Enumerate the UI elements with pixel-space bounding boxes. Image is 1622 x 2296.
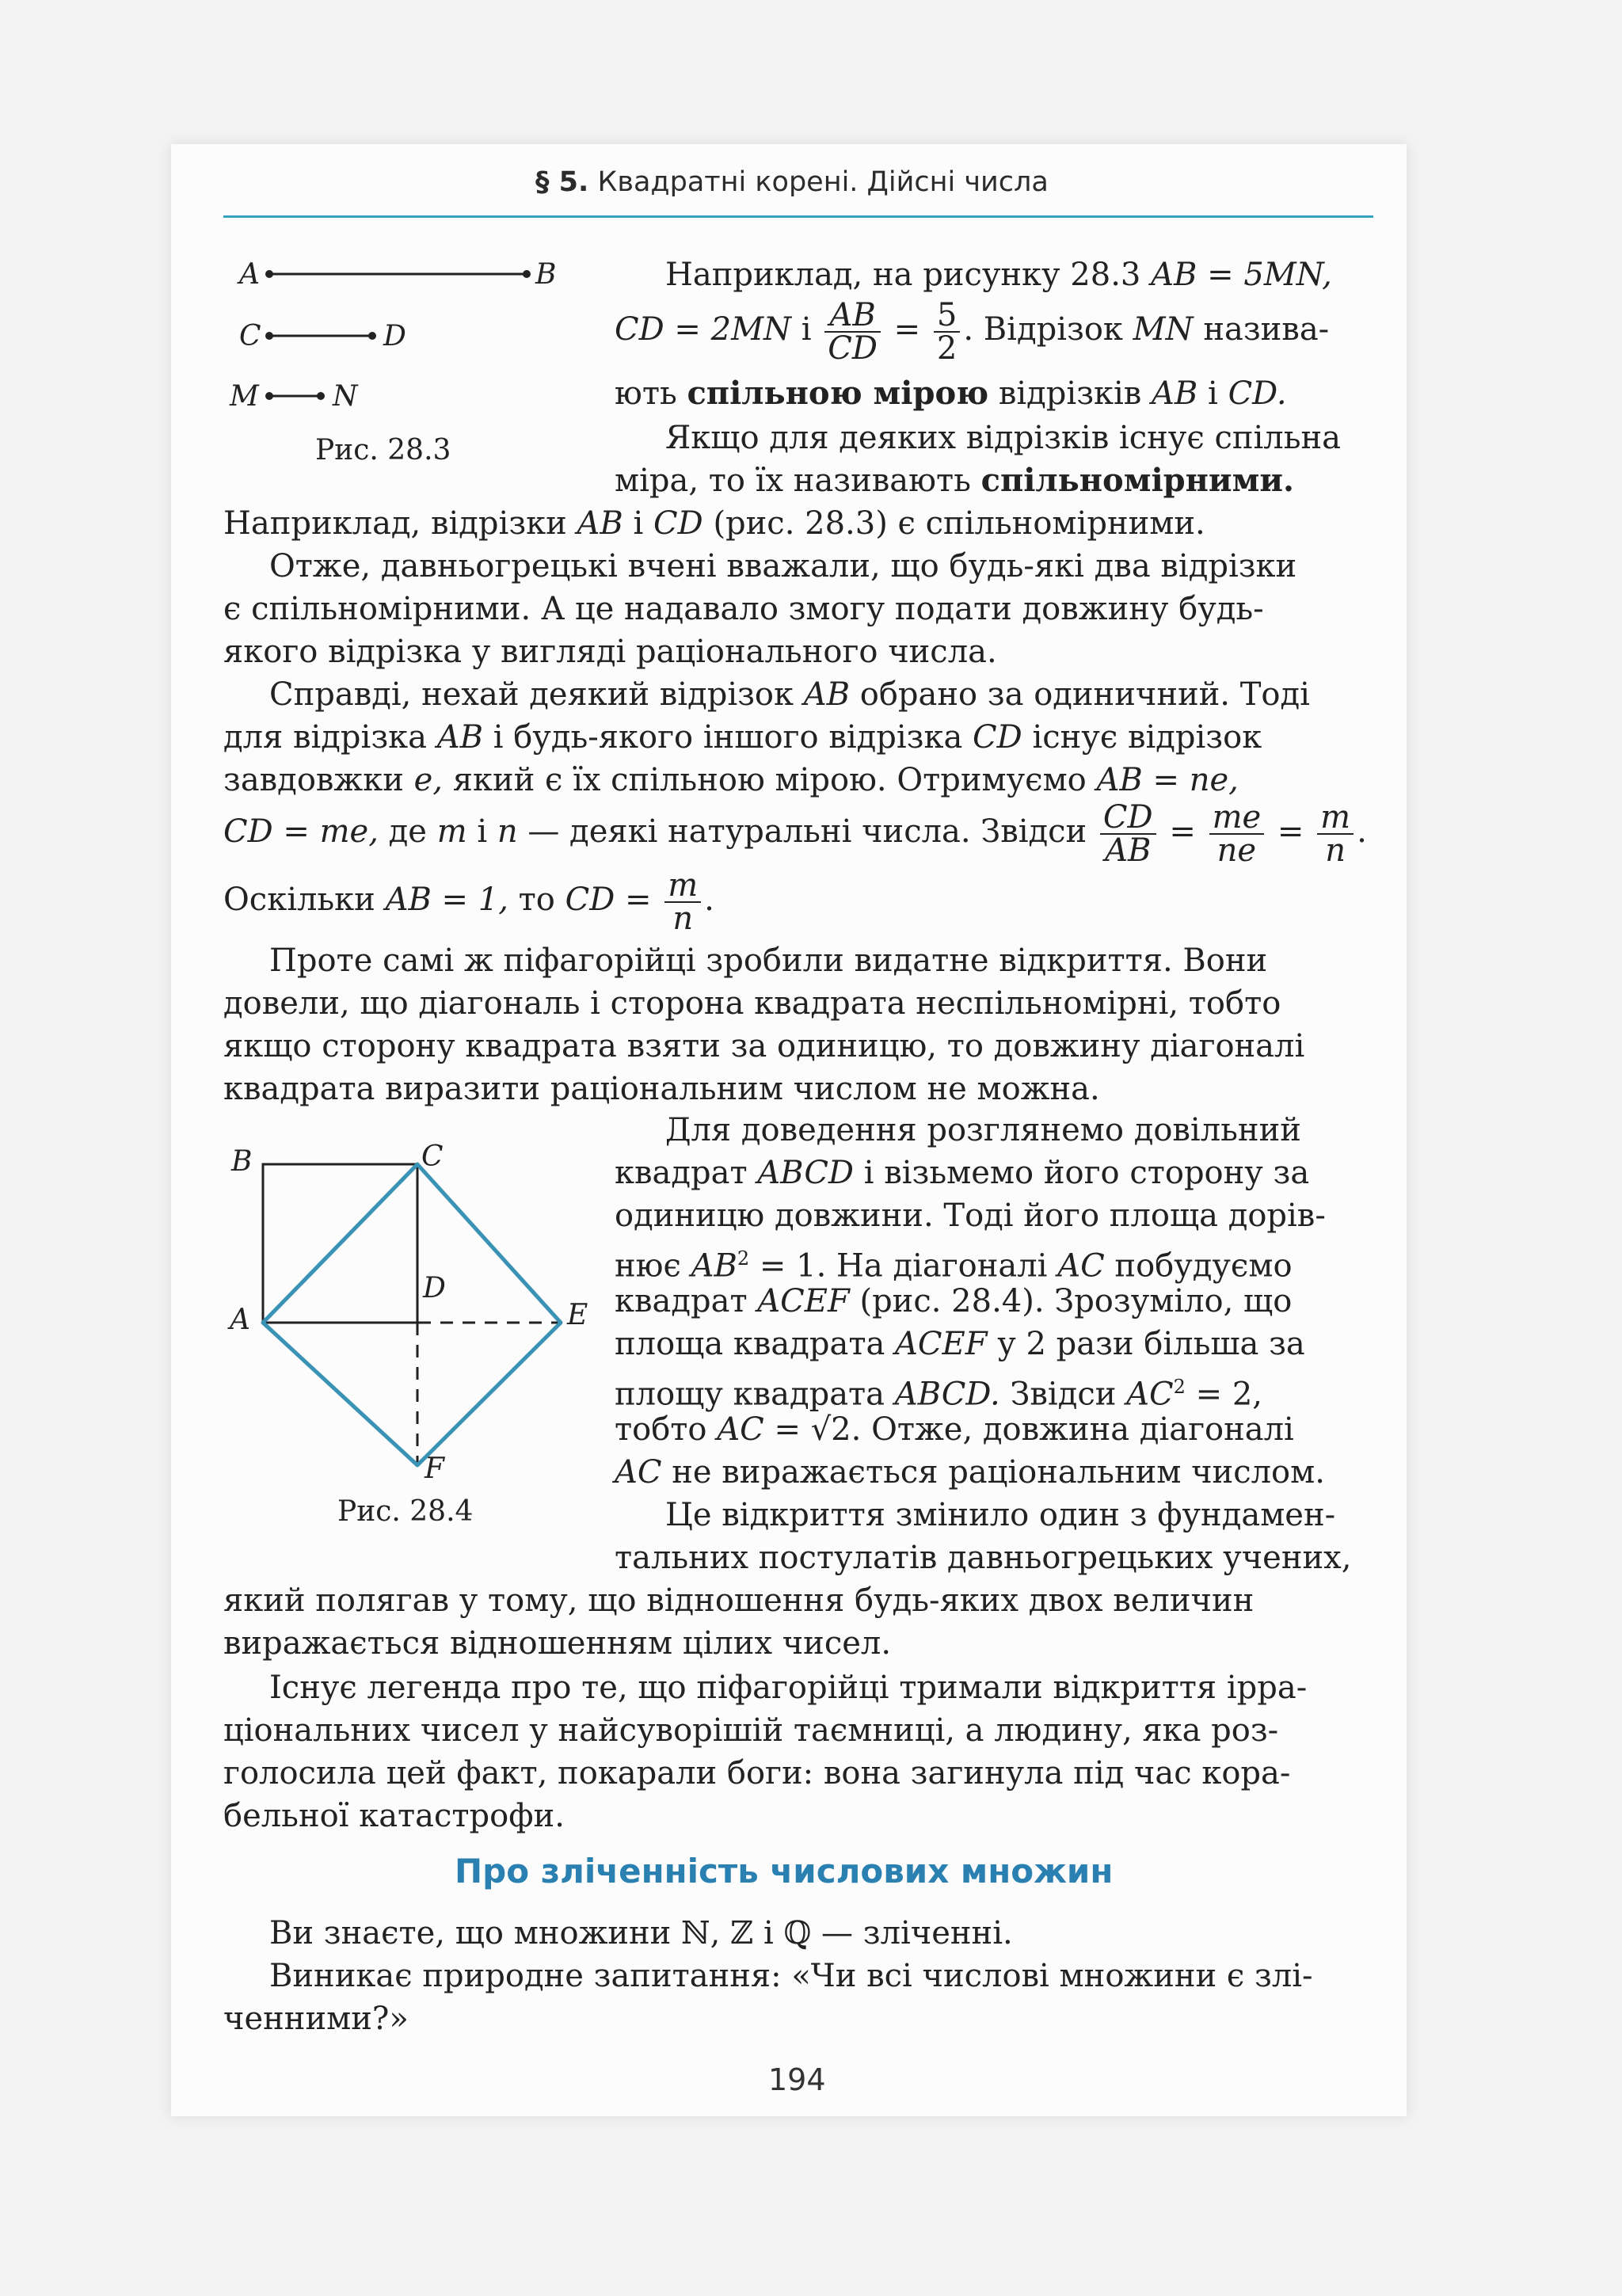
label-d: D <box>383 320 406 352</box>
para5-line9 <box>615 1451 1325 1494</box>
para6-line2: ціональних чисел у найсуворішій таємниці, а людину, яка роз- <box>223 1712 1279 1749</box>
para5-line13: виражається відношенням цілих чисел. <box>223 1625 892 1662</box>
math: AB <box>691 1247 737 1285</box>
text: і <box>1208 375 1218 412</box>
period: . <box>704 881 714 918</box>
text: міра, то їх називають <box>615 463 971 499</box>
text: площа квадрата <box>615 1326 885 1362</box>
text: і <box>633 505 644 542</box>
math: CD <box>973 719 1022 756</box>
math: AB = ne, <box>1096 762 1239 798</box>
para5-line5 <box>615 1280 1292 1323</box>
point-b <box>523 270 531 278</box>
text: Наприклад, на рисунку 28.3 <box>665 257 1141 293</box>
math: √2. <box>810 1411 862 1448</box>
para6-line4: бельної катастрофи. <box>223 1798 565 1834</box>
para3-line4 <box>223 799 1367 869</box>
para5-line11: тальних постулатів давньогрецьких учених, <box>615 1540 1352 1576</box>
section-title: Квадратні корені. Дійсні числа <box>597 166 1049 198</box>
math: CD. <box>1228 375 1287 412</box>
math: AC <box>1057 1247 1105 1285</box>
label-c: C <box>421 1140 444 1173</box>
text: і <box>801 311 812 348</box>
math: AC = <box>717 1411 801 1448</box>
text: і будь-якого іншого відрізка <box>493 719 963 756</box>
math: AB = 1, <box>385 881 508 918</box>
label-a: A <box>239 258 260 291</box>
text: Справді, нехай деякий відрізок <box>269 676 794 713</box>
math: MN <box>1133 311 1194 348</box>
text: (рис. 28.3) є спільномірними. <box>713 505 1205 542</box>
para6-line3: голосила цей факт, покарали боги: вона загинула під час кора- <box>223 1755 1291 1791</box>
period: . <box>1357 813 1367 850</box>
para1-line3 <box>615 372 1287 415</box>
para4-line4: квадрата виразити раціональним числом не можна. <box>223 1071 1100 1107</box>
numerator: 5 <box>934 299 960 333</box>
label-a: A <box>230 1304 250 1336</box>
math: AC <box>1126 1376 1174 1413</box>
caption-28-3: Рис. 28.3 <box>315 434 451 466</box>
para1-line5 <box>615 459 1294 502</box>
para5-line1: Для доведення розглянемо довільний <box>665 1112 1301 1148</box>
para6-line1: Існує легенда про те, що піфагорійці тримали відкриття ірра- <box>269 1670 1308 1706</box>
para3-line3 <box>223 759 1239 802</box>
label-b: B <box>231 1145 253 1178</box>
denominator: n <box>1325 832 1346 869</box>
para1-line2 <box>615 297 1330 367</box>
equals: = <box>1169 813 1196 850</box>
para5-line2 <box>615 1152 1309 1194</box>
point-d <box>368 332 376 340</box>
numerator: m <box>1317 802 1354 835</box>
para4-line1: Проте самі ж піфагорійці зробили видатне відкриття. Вони <box>269 942 1268 979</box>
text: назива- <box>1203 311 1330 348</box>
text: ють <box>615 375 677 412</box>
para1-line1 <box>665 253 1332 296</box>
math: AB <box>1152 375 1198 412</box>
para5-line6 <box>615 1323 1305 1365</box>
para5-line12: який полягав у тому, що відношення будь-яких двох величин <box>223 1582 1255 1619</box>
math: CD <box>653 505 703 542</box>
point-c <box>265 332 273 340</box>
text: відрізків <box>998 375 1142 412</box>
denominator: AB <box>1105 832 1152 869</box>
page-number: 194 <box>768 2062 826 2097</box>
denominator: ne <box>1216 832 1257 869</box>
para2-line3: якого відрізка у вигляді раціонального числа. <box>223 634 997 670</box>
point-n <box>317 392 325 400</box>
text: для відрізка <box>223 719 427 756</box>
fraction-m-n-2 <box>664 867 701 937</box>
denominator: n <box>672 901 694 937</box>
fraction-me-ne <box>1209 799 1265 869</box>
denominator: CD <box>828 330 878 367</box>
para5-line3: одиницю довжини. Тоді його площа дорів- <box>615 1197 1326 1234</box>
section-subheading: Про зліченність числових множин <box>455 1852 1114 1890</box>
text: де <box>388 813 427 850</box>
para4-line3: якщо сторону квадрата взяти за одиницю, то довжину діагоналі <box>223 1028 1305 1064</box>
text: Отже, довжина діагоналі <box>871 1411 1294 1448</box>
math: m <box>436 813 467 850</box>
figure-28-4 <box>222 1140 602 1473</box>
para7-line1: Ви знаєте, що множини ℕ, ℤ і ℚ — зліченні. <box>269 1915 1013 1951</box>
math: AB <box>436 719 483 756</box>
text: площу квадрата <box>615 1376 885 1413</box>
text: то <box>518 881 555 918</box>
text: і візьмемо його сторону за <box>863 1155 1310 1191</box>
math: AB <box>577 505 623 542</box>
text: обрано за одиничний. Тоді <box>859 676 1310 713</box>
math: CD = me, <box>223 813 379 850</box>
math: n <box>497 813 518 850</box>
section-number: § 5. <box>535 166 589 198</box>
text: у 2 рази більша за <box>997 1326 1305 1362</box>
math: CD = 2MN <box>615 311 792 348</box>
para5-line8 <box>615 1408 1294 1451</box>
label-d: D <box>423 1272 446 1304</box>
term: спільномірними. <box>980 462 1294 499</box>
text: не виражається раціональним числом. <box>672 1454 1325 1491</box>
header-rule <box>223 215 1373 218</box>
math: CD = <box>565 881 652 918</box>
math: ABCD. <box>894 1376 1000 1413</box>
text: = 1. На діагоналі <box>759 1247 1048 1285</box>
math: AC <box>615 1454 662 1491</box>
para7-line2: Виникає природне запитання: «Чи всі числові множини є злі- <box>269 1958 1313 1994</box>
math: ABCD <box>757 1155 854 1191</box>
para7-line3: ченними?» <box>223 2001 409 2037</box>
text: і <box>477 813 488 850</box>
running-header <box>535 166 1049 198</box>
para3-line5 <box>223 867 714 937</box>
label-c: C <box>239 320 261 352</box>
text: завдовжки <box>223 762 404 798</box>
math: ACEF <box>757 1283 850 1319</box>
equals: = <box>893 311 921 348</box>
numerator: me <box>1209 802 1265 835</box>
para3-line1 <box>269 673 1310 716</box>
fraction-ab-cd <box>824 297 881 367</box>
fraction-m-n <box>1317 799 1354 869</box>
text: побудуємо <box>1114 1247 1293 1285</box>
para1-line6 <box>223 502 1205 545</box>
label-f: F <box>425 1453 444 1485</box>
equals: = <box>1277 813 1304 850</box>
text: Оскільки <box>223 881 375 918</box>
label-b: B <box>535 258 557 291</box>
text: який є їх спільною мірою. Отримуємо <box>452 762 1087 798</box>
numerator: AB <box>824 299 881 333</box>
numerator: m <box>664 870 701 903</box>
para4-line2: довели, що діагональ і сторона квадрата неспільномірні, тобто <box>223 985 1281 1022</box>
para3-line2 <box>223 716 1262 759</box>
text: існує відрізок <box>1032 719 1262 756</box>
text: нює <box>615 1247 681 1285</box>
exponent: 2 <box>737 1247 750 1270</box>
point-a <box>265 270 273 278</box>
caption-28-4: Рис. 28.4 <box>337 1495 474 1528</box>
label-n: N <box>333 380 358 413</box>
text: — деякі натуральні числа. Звідси <box>527 813 1087 850</box>
point-m <box>265 392 273 400</box>
square-acef <box>263 1164 561 1465</box>
text: Наприклад, відрізки <box>223 505 567 542</box>
math: AB = 5MN, <box>1151 257 1332 293</box>
text: тобто <box>615 1411 707 1448</box>
text: Звідси <box>1010 1376 1117 1413</box>
exponent: 2 <box>1173 1376 1186 1398</box>
text: . Відрізок <box>963 311 1123 348</box>
fraction-5-2 <box>934 297 960 367</box>
text: квадрат <box>615 1283 748 1319</box>
label-m: M <box>230 380 259 413</box>
denominator: 2 <box>936 330 958 367</box>
text: (рис. 28.4). Зрозуміло, що <box>859 1283 1293 1319</box>
text: квадрат <box>615 1155 748 1191</box>
para1-line4: Якщо для деяких відрізків існує спільна <box>665 420 1341 456</box>
para2-line1: Отже, давньогрецькі вчені вважали, що будь-які два відрізки <box>269 548 1297 584</box>
label-e: E <box>567 1299 588 1331</box>
text: = 2, <box>1195 1376 1263 1413</box>
para2-line2: є спільномірними. А це надавало змогу подати довжину будь- <box>223 591 1264 627</box>
fraction-cd-ab <box>1100 799 1156 869</box>
term: спільною мірою <box>687 375 989 412</box>
numerator: CD <box>1100 802 1156 835</box>
math: AB <box>803 676 851 713</box>
math: e, <box>413 762 443 798</box>
para5-line10: Це відкриття змінило один з фундамен- <box>665 1497 1336 1533</box>
math: ACEF <box>895 1326 988 1362</box>
